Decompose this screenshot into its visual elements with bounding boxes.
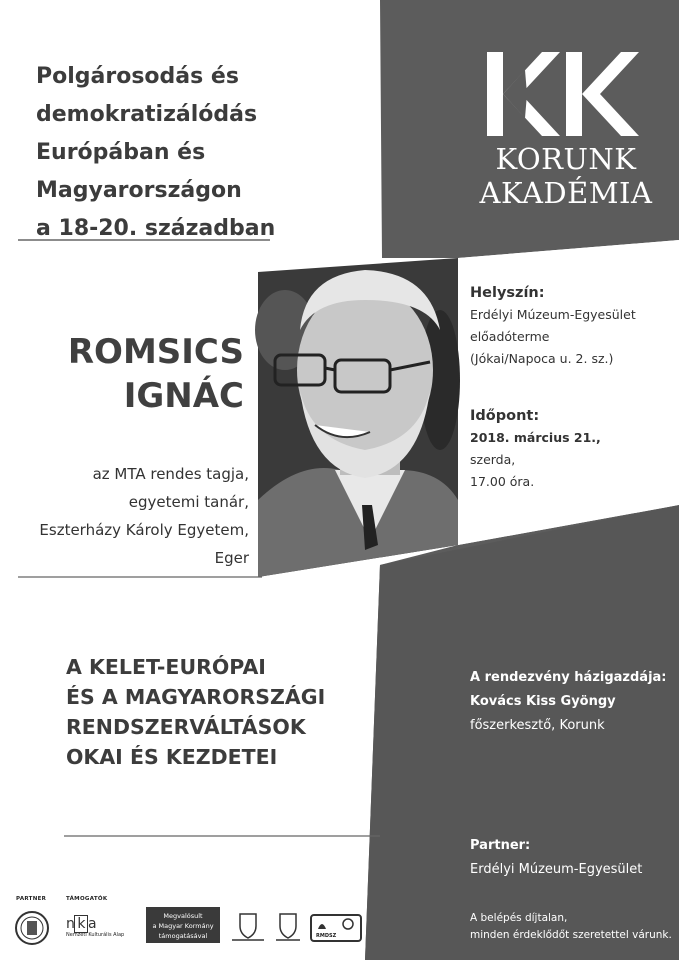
- venue-line: előadóterme: [470, 329, 550, 344]
- lecture-title-line: A KELET-EURÓPAI: [66, 655, 266, 679]
- speaker-role-line: az MTA rendes tagja,: [92, 465, 249, 483]
- gov-line: a Magyar Kormány: [152, 922, 214, 930]
- speaker-role-line: Eger: [214, 549, 249, 567]
- speaker-name-line: IGNÁC: [123, 376, 244, 416]
- logo-text: [466, 142, 666, 210]
- partner-seal-icon: [14, 908, 50, 948]
- government-support-badge: [146, 907, 220, 943]
- ministry-crest-icon: [228, 910, 268, 944]
- rmdsz-text: RMDSZ: [316, 933, 337, 939]
- host-role: főszerkesztő, Korunk: [470, 718, 605, 733]
- logo-line: KORUNK: [495, 142, 637, 176]
- venue-heading: Helyszín:: [470, 285, 545, 301]
- time-line: szerda,: [470, 452, 516, 467]
- time-heading: Időpont:: [470, 408, 540, 424]
- speaker-role-line: Eszterházy Károly Egyetem,: [39, 521, 249, 539]
- series-title-line: Európában és: [36, 140, 206, 165]
- time-date: 2018. március 21.,: [470, 430, 601, 445]
- lecture-title-line: OKAI ÉS KEZDETEI: [66, 745, 278, 769]
- venue-block: [470, 282, 636, 370]
- speaker-photo: [255, 258, 460, 577]
- secretariat-crest-icon: [272, 910, 304, 944]
- time-line: 17.00 óra.: [470, 474, 535, 489]
- time-block: [470, 405, 601, 493]
- logo-line: AKADÉMIA: [479, 176, 653, 210]
- lecture-title-line: RENDSZERVÁLTÁSOK: [66, 715, 306, 739]
- gov-line: Megvalósult: [163, 912, 203, 920]
- series-title-line: a 18-20. században: [36, 216, 276, 241]
- series-title-line: Polgárosodás és: [36, 64, 239, 89]
- nka-text: Nemzeti Kulturális Alap: [66, 932, 125, 938]
- supporters-label: TÁMOGATÓK: [66, 896, 108, 902]
- entry-note: [470, 910, 672, 944]
- nka-mark-icon: n k a: [66, 916, 97, 932]
- host-heading: A rendezvény házigazdája:: [470, 670, 667, 685]
- nka-logo: [66, 916, 136, 948]
- lecture-title: [66, 652, 325, 772]
- rmdsz-tulip-icon: [312, 917, 360, 931]
- speaker-role: [39, 460, 249, 572]
- series-title-line: demokratizálódás: [36, 102, 258, 127]
- venue-line: (Jókai/Napoca u. 2. sz.): [470, 351, 614, 366]
- host-name: Kovács Kiss Gyöngy: [470, 694, 616, 709]
- gov-line: támogatásával: [158, 932, 208, 940]
- partner-name: Erdélyi Múzeum-Egyesület: [470, 862, 643, 877]
- lecture-title-line: ÉS A MAGYARORSZÁGI: [66, 685, 326, 709]
- partner-label: PARTNER: [16, 896, 47, 902]
- speaker-role-line: egyetemi tanár,: [128, 493, 249, 511]
- speaker-name-line: ROMSICS: [67, 332, 244, 372]
- entry-line: minden érdeklődőt szeretettel várunk.: [470, 929, 672, 941]
- speaker-name: [68, 330, 244, 418]
- venue-line: Erdélyi Múzeum-Egyesület: [470, 307, 636, 322]
- entry-line: A belépés díjtalan,: [470, 912, 568, 924]
- partner-block: [470, 834, 642, 882]
- partner-heading: Partner:: [470, 838, 531, 853]
- host-block: [470, 666, 667, 738]
- series-title-line: Magyarországon: [36, 178, 242, 203]
- rmdsz-logo: [310, 914, 362, 942]
- series-title: [36, 58, 296, 248]
